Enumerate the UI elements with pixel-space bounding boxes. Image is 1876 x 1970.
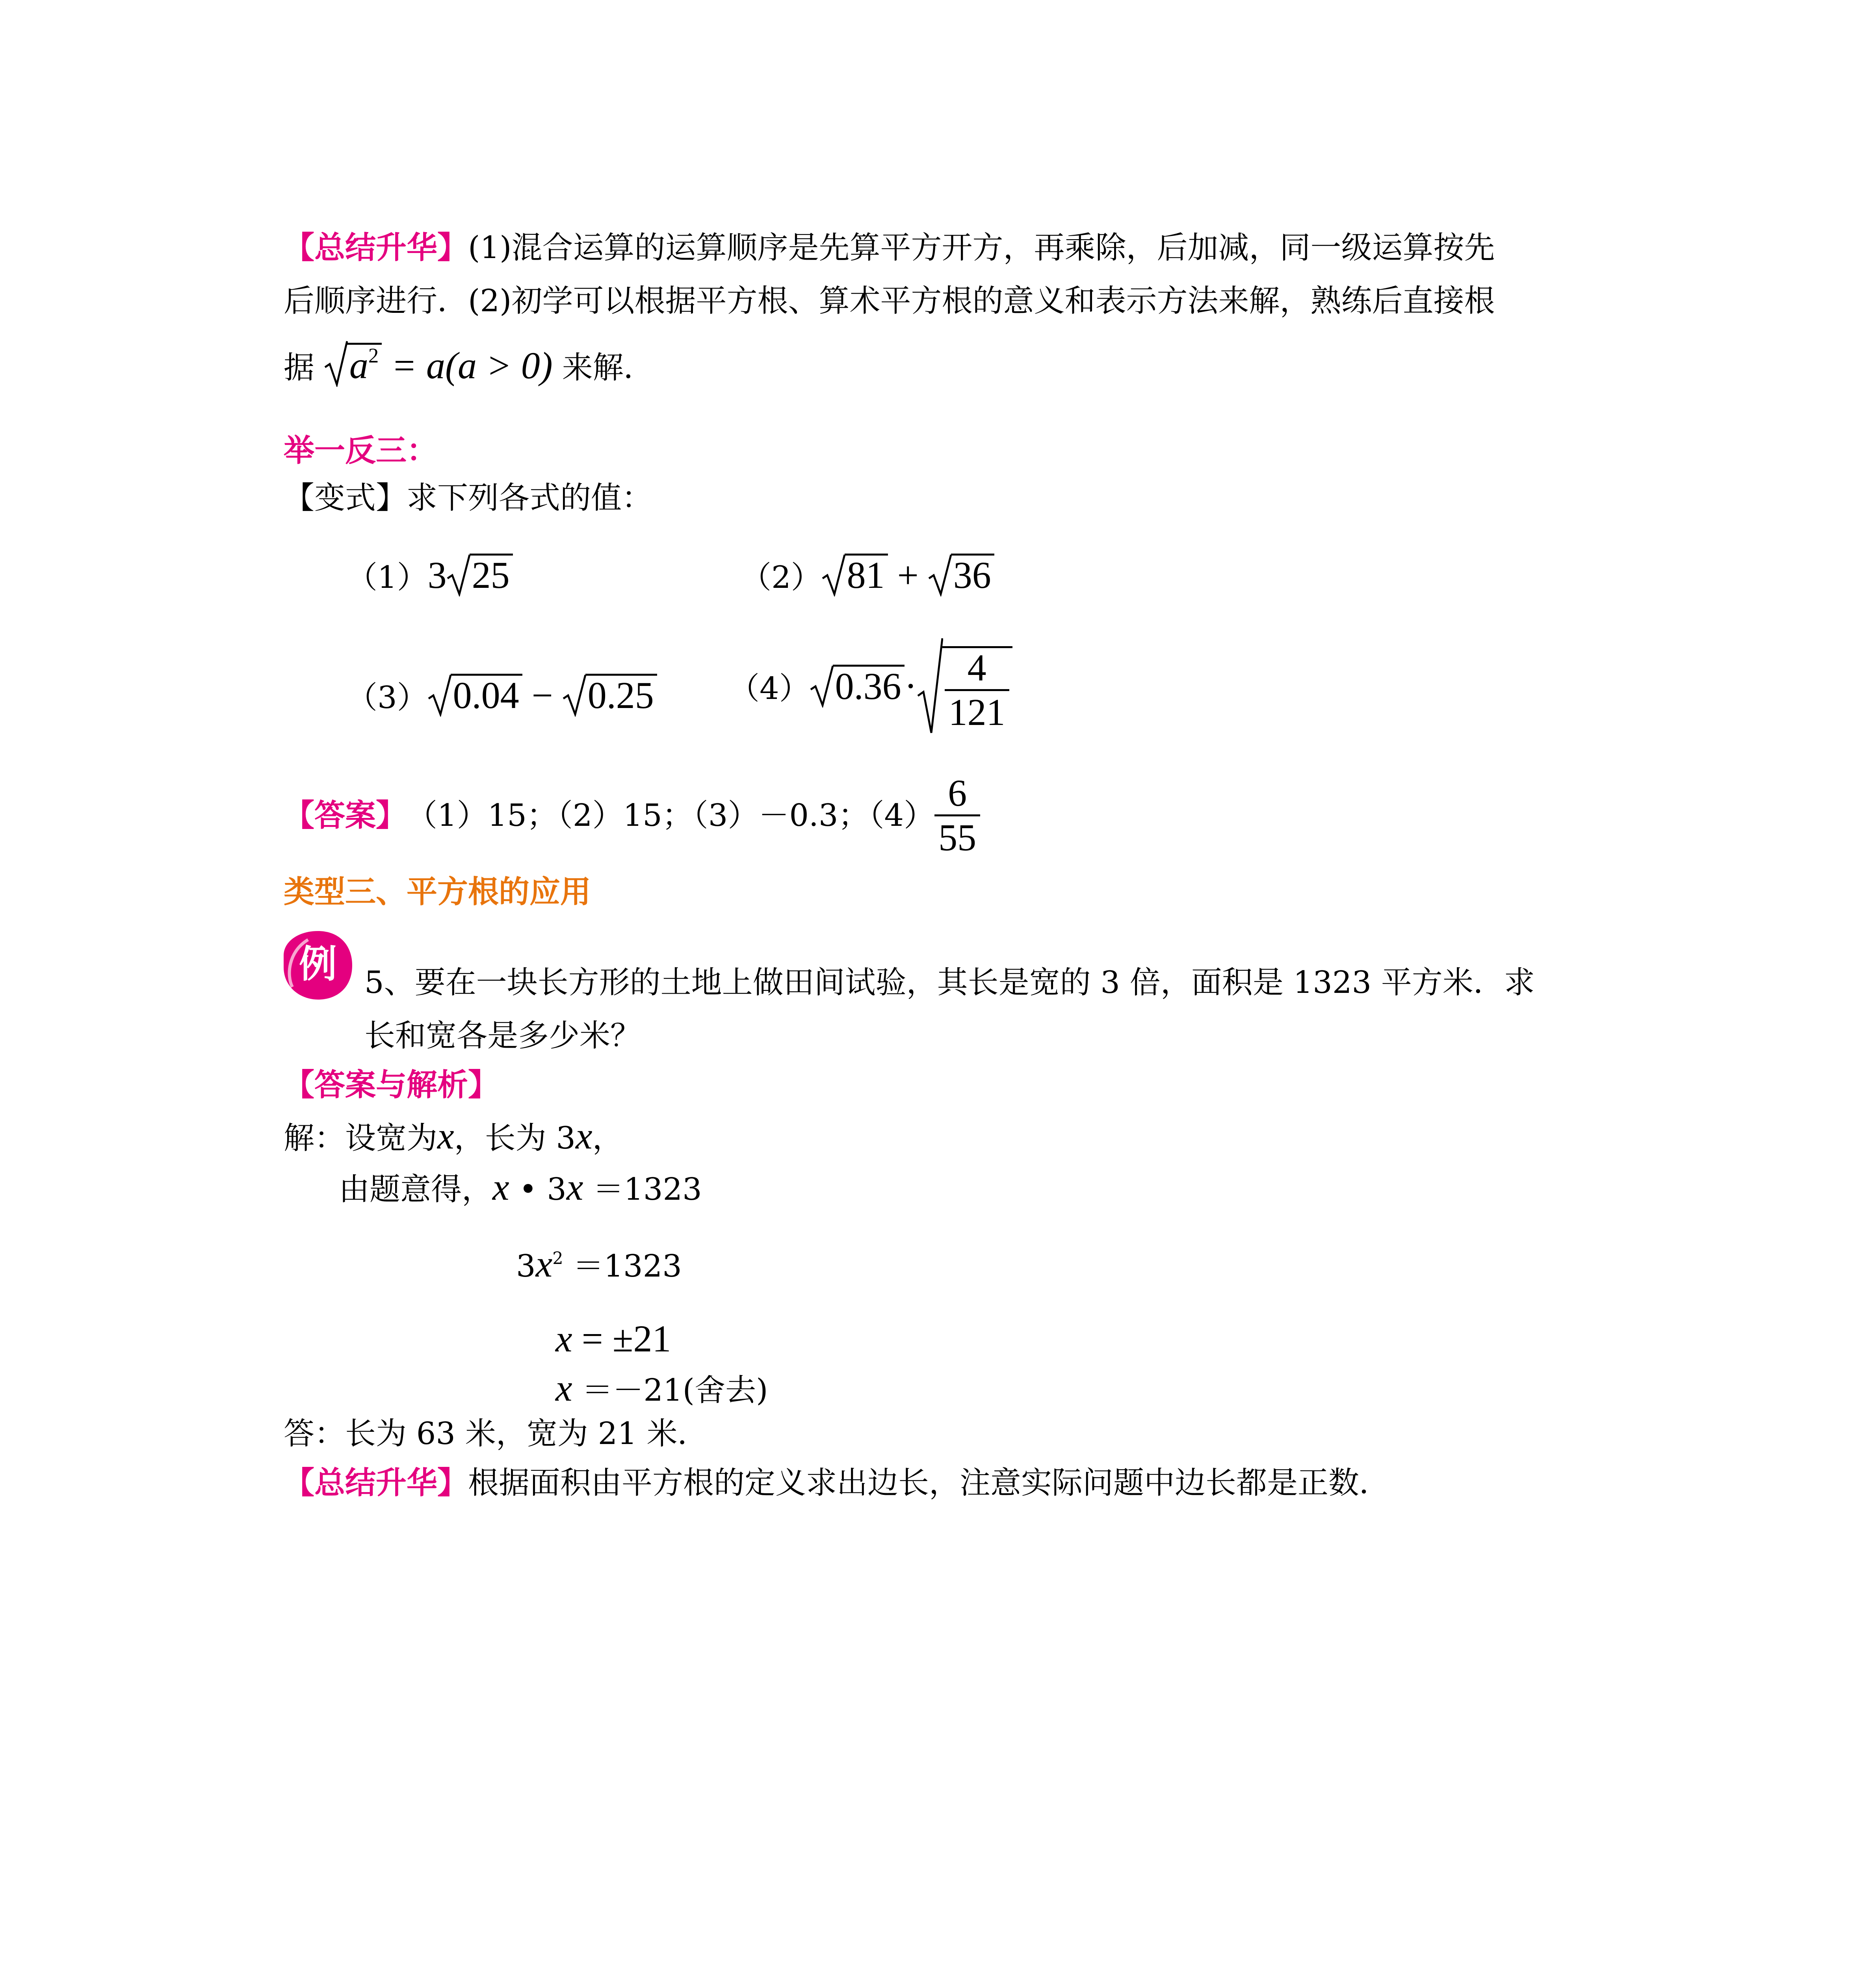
- problem-line-1: 5、要在一块长方形的土地上做田间试验，其长是宽的 3 倍，面积是 1323 平方米．求: [364, 965, 1535, 1000]
- variant-label: 【变式】求下列各式的值：: [284, 480, 653, 516]
- equation-1: 由题意得，x • 3x ＝1323: [339, 1166, 702, 1208]
- example-badge-icon: [280, 928, 355, 1003]
- summary-line-2: 后顺序进行．(2)初学可以根据平方根、算术平方根的意义和表示方法来解，熟练后直接根: [284, 283, 1495, 319]
- summary-2: 【总结升华】根据面积由平方根的定义求出边长，注意实际问题中边长都是正数．: [284, 1465, 1390, 1501]
- final-answer: 答：长为 63 米，宽为 21 米．: [284, 1416, 708, 1451]
- answer-fraction: $\frac{6}{55}$: [934, 774, 980, 857]
- exercise-3: （3） 0.04 − 0.25: [347, 674, 657, 714]
- solution-setup: 解：设宽为x，长为 3x，: [284, 1115, 623, 1157]
- section-heading: 类型三、平方根的应用: [284, 874, 591, 910]
- svg-text:例: 例: [299, 942, 337, 986]
- practice-answer: 【答案】（1）15；（2）15；（3）－0.3；（4） $\frac{6}{55}$: [284, 774, 980, 857]
- exercise-4: （4） 0.36· $\frac{4}{121}$: [729, 646, 1012, 731]
- summary-text-prefix: 据: [284, 350, 315, 386]
- sqrt-formula: $a^2 = a(a > 0)$: [324, 344, 562, 387]
- summary-line-3: [284, 343, 654, 385]
- problem-line-2: 长和宽各是多少米？: [364, 1018, 641, 1054]
- exercise-1: （1）3 25: [347, 554, 513, 594]
- equation-4: x ＝－21(舍去): [555, 1367, 768, 1409]
- summary-tag: 【总结升华】: [284, 230, 468, 266]
- analysis-tag: 【答案与解析】: [284, 1067, 499, 1103]
- summary-text-1: (1)混合运算的运算顺序是先算平方开方，再乘除，后加减，同一级运算按先: [468, 230, 1495, 266]
- equation-2: $3x^2 =1323$: [516, 1243, 682, 1285]
- summary-line-1: [284, 230, 1495, 266]
- equation-3: x = ±21: [555, 1318, 671, 1360]
- practice-heading: 举一反三：: [284, 433, 438, 468]
- summary-text-suffix: 来解．: [562, 350, 654, 386]
- exercise-2: （2） 81 + 36: [741, 554, 994, 594]
